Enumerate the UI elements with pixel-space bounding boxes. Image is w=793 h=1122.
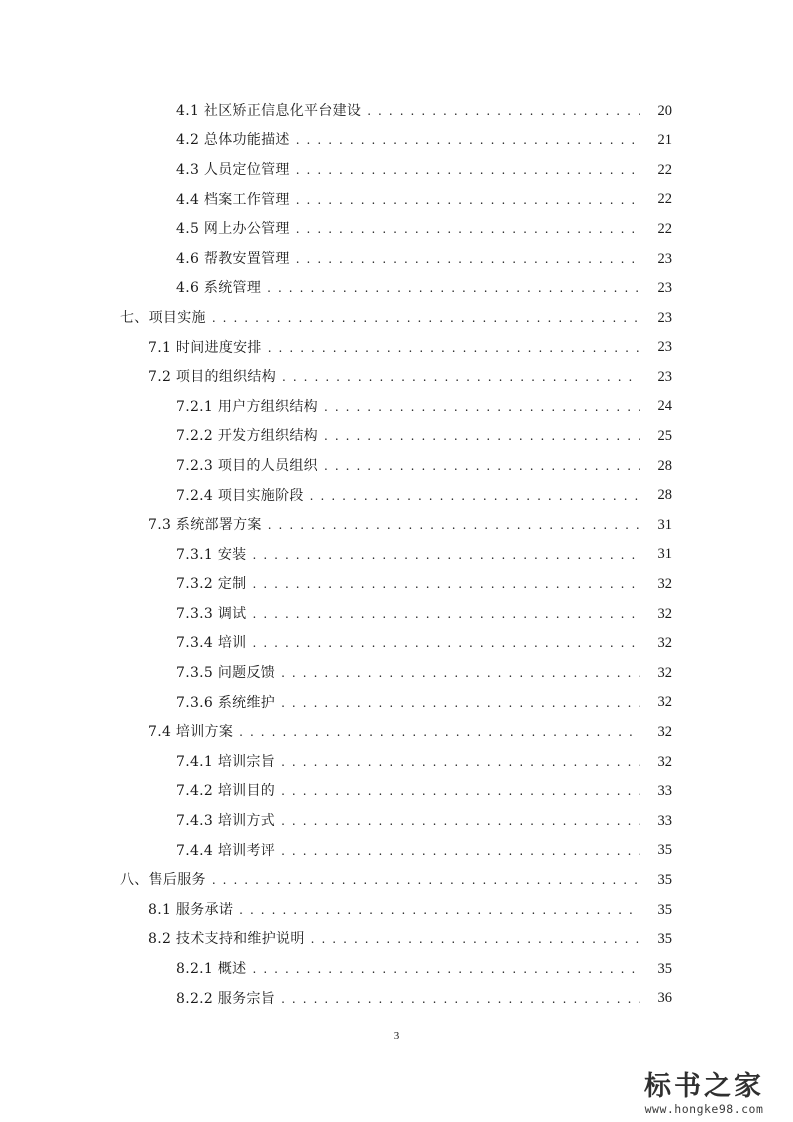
toc-entry[interactable]: [0, 954, 793, 984]
toc-entry[interactable]: [0, 570, 793, 600]
toc-entry[interactable]: [0, 717, 793, 747]
toc-dot-leader: [252, 636, 640, 650]
toc-entry-label: 7.2.3 项目的人员组织: [176, 457, 318, 474]
toc-entry-page: 35: [657, 931, 672, 948]
toc-entry-page: 23: [657, 280, 672, 297]
toc-entry[interactable]: [0, 481, 793, 511]
toc-entry-label: 7.2 项目的组织结构: [148, 369, 277, 386]
toc-entry[interactable]: [0, 362, 793, 392]
toc-entry-page: 32: [657, 694, 672, 711]
toc-dot-leader: [252, 607, 640, 621]
toc-entry-page: 32: [657, 576, 672, 593]
toc-entry[interactable]: [0, 925, 793, 955]
toc-entry[interactable]: [0, 865, 793, 895]
toc-dot-leader: [212, 873, 640, 887]
toc-entry-page: 31: [657, 546, 672, 563]
toc-entry-label: 4.6 系统管理: [176, 280, 262, 297]
toc-dot-leader: [281, 755, 640, 769]
toc-entry-page: 25: [657, 428, 672, 445]
toc-entry[interactable]: [0, 895, 793, 925]
toc-dot-leader: [324, 400, 640, 414]
toc-entry[interactable]: [0, 510, 793, 540]
toc-entry-page: 32: [657, 635, 672, 652]
toc-entry-label: 4.5 网上办公管理: [176, 221, 290, 238]
toc-entry-page: 22: [657, 220, 672, 237]
toc-entry-label: 7.3.6 系统维护: [176, 694, 276, 711]
toc-dot-leader: [239, 903, 640, 917]
toc-entry-label: 七、项目实施: [120, 309, 206, 326]
toc-entry-label: 7.4.2 培训目的: [176, 783, 276, 800]
toc-dot-leader: [367, 104, 640, 118]
toc-dot-leader: [281, 666, 640, 680]
toc-entry-label: 7.2.4 项目实施阶段: [176, 487, 304, 504]
toc-entry-page: 35: [657, 871, 672, 888]
watermark: [629, 1072, 779, 1116]
toc-entry[interactable]: [0, 599, 793, 629]
toc-entry-label: 7.3.3 调试: [176, 605, 247, 622]
toc-entry-label: 4.2 总体功能描述: [176, 132, 290, 149]
toc-entry[interactable]: [0, 96, 793, 126]
toc-entry[interactable]: [0, 392, 793, 422]
toc-entry-label: 7.3.2 定制: [176, 576, 247, 593]
toc-entry[interactable]: [0, 658, 793, 688]
table-of-contents: [0, 96, 793, 1013]
toc-entry-label: 7.3 系统部署方案: [148, 517, 262, 534]
toc-dot-leader: [296, 163, 640, 177]
toc-entry[interactable]: [0, 984, 793, 1014]
toc-entry[interactable]: [0, 333, 793, 363]
toc-entry-label: 8.2.2 服务宗旨: [176, 990, 276, 1007]
toc-dot-leader: [296, 193, 640, 207]
toc-entry-page: 36: [657, 990, 672, 1007]
toc-dot-leader: [296, 222, 640, 236]
toc-entry-page: 21: [657, 132, 672, 149]
toc-entry[interactable]: [0, 836, 793, 866]
toc-dot-leader: [212, 311, 640, 325]
toc-dot-leader: [281, 814, 640, 828]
toc-entry-page: 33: [657, 783, 672, 800]
toc-entry[interactable]: [0, 451, 793, 481]
toc-entry[interactable]: [0, 806, 793, 836]
toc-entry-label: 7.4.4 培训考评: [176, 842, 276, 859]
toc-entry-label: 4.6 帮教安置管理: [176, 250, 290, 267]
toc-entry-page: 32: [657, 664, 672, 681]
watermark-name: 标书之家: [644, 1071, 764, 1103]
toc-dot-leader: [296, 252, 640, 266]
toc-dot-leader: [282, 370, 640, 384]
toc-entry[interactable]: [0, 274, 793, 304]
toc-entry-page: 22: [657, 161, 672, 178]
toc-entry-page: 35: [657, 960, 672, 977]
toc-entry-page: 23: [657, 250, 672, 267]
toc-entry[interactable]: [0, 303, 793, 333]
toc-entry[interactable]: [0, 747, 793, 777]
toc-entry-page: 20: [657, 102, 672, 119]
toc-entry-label: 8.2 技术支持和维护说明: [148, 931, 305, 948]
toc-entry-label: 8.1 服务承诺: [148, 901, 234, 918]
toc-entry[interactable]: [0, 185, 793, 215]
toc-entry-page: 31: [657, 516, 672, 533]
toc-entry-page: 33: [657, 812, 672, 829]
toc-entry-page: 35: [657, 842, 672, 859]
toc-dot-leader: [239, 725, 640, 739]
toc-entry-label: 7.4.1 培训宗旨: [176, 753, 276, 770]
toc-entry-label: 4.3 人员定位管理: [176, 161, 290, 178]
toc-entry-label: 4.1 社区矫正信息化平台建设: [176, 102, 362, 119]
toc-entry[interactable]: [0, 214, 793, 244]
toc-dot-leader: [252, 577, 640, 591]
toc-dot-leader: [324, 459, 640, 473]
toc-dot-leader: [268, 341, 640, 355]
toc-entry-page: 28: [657, 457, 672, 474]
toc-dot-leader: [281, 844, 640, 858]
toc-entry[interactable]: [0, 422, 793, 452]
toc-entry-label: 7.3.5 问题反馈: [176, 665, 276, 682]
page-number: 3: [393, 1030, 400, 1042]
toc-entry-label: 8.2.1 概述: [176, 961, 247, 978]
toc-dot-leader: [267, 281, 640, 295]
toc-entry-page: 23: [657, 339, 672, 356]
toc-dot-leader: [311, 932, 640, 946]
toc-dot-leader: [310, 489, 640, 503]
toc-dot-leader: [252, 548, 640, 562]
toc-dot-leader: [268, 518, 640, 532]
toc-entry[interactable]: [0, 244, 793, 274]
toc-entry[interactable]: [0, 540, 793, 570]
toc-entry-label: 7.2.2 开发方组织结构: [176, 428, 318, 445]
toc-entry[interactable]: [0, 155, 793, 185]
toc-entry-label: 4.4 档案工作管理: [176, 191, 290, 208]
toc-entry-page: 35: [657, 901, 672, 918]
toc-dot-leader: [281, 992, 640, 1006]
watermark-url: www.hongke98.com: [644, 1102, 764, 1116]
toc-dot-leader: [281, 784, 640, 798]
toc-dot-leader: [281, 696, 640, 710]
toc-entry[interactable]: [0, 777, 793, 807]
toc-dot-leader: [252, 962, 640, 976]
toc-entry-label: 7.1 时间进度安排: [148, 339, 262, 356]
toc-entry-label: 八、售后服务: [120, 872, 206, 889]
toc-entry[interactable]: [0, 688, 793, 718]
toc-entry-page: 24: [657, 398, 672, 415]
toc-entry[interactable]: [0, 126, 793, 156]
toc-entry-page: 22: [657, 191, 672, 208]
toc-entry-label: 7.3.4 培训: [176, 635, 247, 652]
toc-entry-label: 7.4 培训方案: [148, 724, 234, 741]
toc-entry-page: 23: [657, 309, 672, 326]
toc-entry-label: 7.4.3 培训方式: [176, 813, 276, 830]
toc-entry-page: 23: [657, 368, 672, 385]
toc-entry-page: 32: [657, 724, 672, 741]
toc-entry-label: 7.3.1 安装: [176, 546, 247, 563]
toc-entry-page: 32: [657, 753, 672, 770]
toc-dot-leader: [324, 429, 640, 443]
toc-entry-label: 7.2.1 用户方组织结构: [176, 398, 318, 415]
toc-entry-page: 32: [657, 605, 672, 622]
toc-entry[interactable]: [0, 629, 793, 659]
toc-dot-leader: [296, 133, 640, 147]
toc-entry-page: 28: [657, 487, 672, 504]
